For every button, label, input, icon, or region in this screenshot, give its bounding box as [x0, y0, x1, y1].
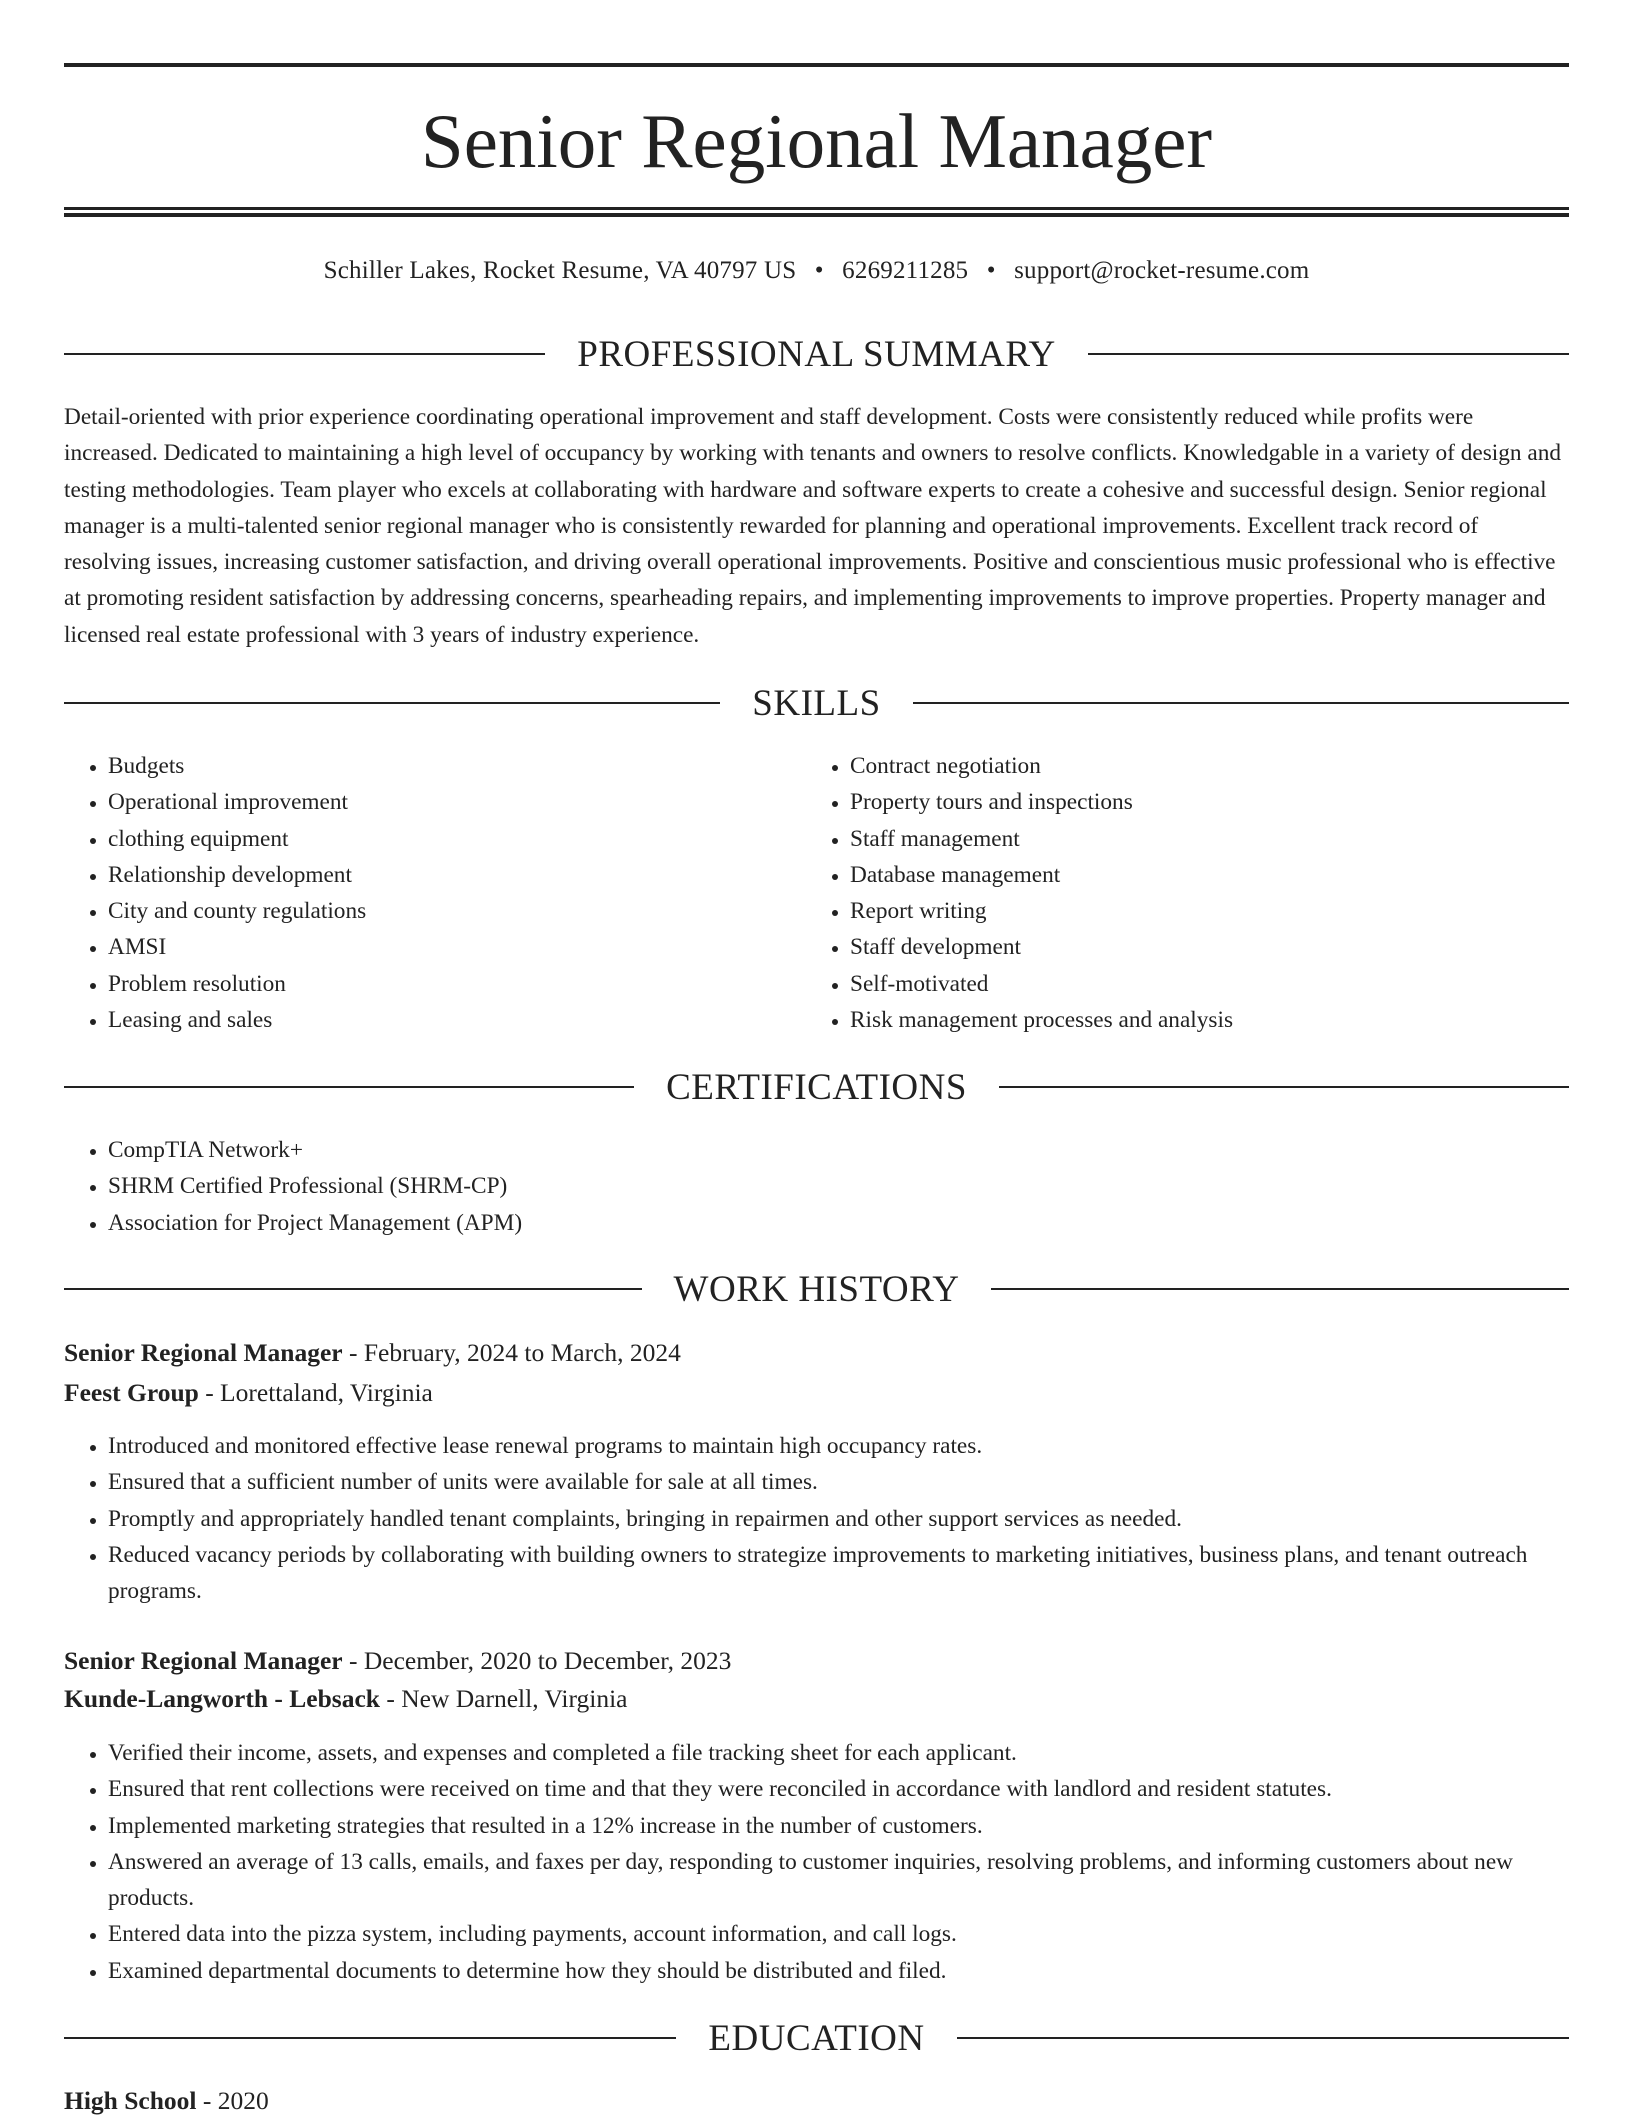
skill-item: • Property tours and inspections	[850, 784, 1566, 820]
skill-item: • Staff development	[850, 929, 1566, 965]
job-bullets	[64, 1428, 1569, 1609]
job-bullet: • Answered an average of 13 calls, emails, and faxes per day, responding to customer inquiries, resolving problems, and informing customers about new products.	[108, 1844, 1569, 1917]
education-year: - 2020	[196, 2086, 269, 2115]
contact-phone: 6269211285	[842, 257, 969, 284]
heading-rule	[957, 2037, 1569, 2039]
candidate-name: Senior Regional Manager	[420, 98, 1213, 184]
job-location: - Lorettaland, Virginia	[198, 1378, 433, 1407]
contact-email: support@rocket-resume.com	[1014, 257, 1310, 284]
skills-heading	[64, 681, 1569, 725]
job-bullet: • Implemented marketing strategies that resulted in a 12% increase in the number of customers.	[108, 1808, 1569, 1844]
certifications-heading	[64, 1065, 1569, 1109]
contact-line	[64, 255, 1569, 287]
section-title: PROFESSIONAL SUMMARY	[577, 333, 1056, 375]
job-bullet: • Reduced vacancy periods by collaborating with building owners to strategize improvements to marketing initiatives, business plans, and tenant outreach programs.	[108, 1537, 1569, 1610]
certification-item: • CompTIA Network+	[108, 1132, 1569, 1168]
heading-rule	[64, 1086, 634, 1088]
certification-item: • SHRM Certified Professional (SHRM-CP)	[108, 1168, 1569, 1204]
certifications-list	[64, 1132, 1569, 1241]
heading-rule	[1088, 353, 1569, 355]
job-bullet: • Promptly and appropriately handled tenant complaints, bringing in repairmen and other support services as needed.	[108, 1501, 1569, 1537]
job-dates: - December, 2020 to December, 2023	[342, 1646, 732, 1675]
job-company-line	[64, 1375, 1569, 1411]
job-bullet: • Ensured that a sufficient number of units were available for sale at all times.	[108, 1464, 1569, 1500]
skill-item: • Staff management	[850, 821, 1566, 857]
job-dates: - February, 2024 to March, 2024	[342, 1338, 681, 1367]
skills-column-left	[64, 748, 764, 1038]
skill-item: • Risk management processes and analysis	[850, 1002, 1566, 1038]
contact-separator: •	[814, 257, 824, 284]
job-bullet: • Examined departmental documents to determine how they should be distributed and filed.	[108, 1953, 1569, 1989]
heading-rule	[64, 2037, 676, 2039]
skill-item: • Operational improvement	[108, 784, 764, 820]
skill-item: • clothing equipment	[108, 821, 764, 857]
summary-text: Detail-oriented with prior experience coordinating operational improvement and staff development. Costs were consistently reduced while profits were increased. Dedicated to maintaining a high level of occupancy by working with tenants and owners to resolve conflicts. Knowledgable in a variety of design and testing methodologies. Team player who excels at collaborating with hardware and software experts to create a cohesive and successful design. Senior regional manager is a multi-talented senior regional manager who is consistently rewarded for planning and operational improvements. Excellent track record of resolving issues, increasing customer satisfaction, and driving overall operational improvements. Positive and conscientious music professional who is effective at promoting resident satisfaction by addressing concerns, spearheading repairs, and implementing improvements to improve properties. Property manager and licensed real estate professional with 3 years of industry experience.	[64, 404, 1562, 648]
skills-column-right	[806, 748, 1566, 1038]
skill-item: • Relationship development	[108, 857, 764, 893]
job-location: - New Darnell, Virginia	[379, 1684, 628, 1713]
top-rule	[64, 63, 1569, 67]
work-history-heading	[64, 1267, 1569, 1311]
education-school: High School	[64, 2086, 197, 2115]
skill-item: • Problem resolution	[108, 966, 764, 1002]
skill-item: • City and county regulations	[108, 893, 764, 929]
skill-item: • Self-motivated	[850, 966, 1566, 1002]
double-rule	[64, 207, 1569, 217]
section-title: CERTIFICATIONS	[666, 1066, 967, 1108]
job-bullet: • Ensured that rent collections were received on time and that they were reconciled in accordance with landlord and resident statutes.	[108, 1771, 1569, 1807]
job-company-line	[64, 1681, 1569, 1717]
skill-item: • Leasing and sales	[108, 1002, 764, 1038]
job-title-line	[64, 1335, 1569, 1371]
job-bullet: • Entered data into the pizza system, including payments, account information, and call logs.	[108, 1916, 1569, 1952]
heading-rule	[913, 702, 1569, 704]
skill-item: • Contract negotiation	[850, 748, 1566, 784]
heading-rule	[991, 1288, 1569, 1290]
section-title: SKILLS	[752, 682, 881, 724]
skill-item: • AMSI	[108, 929, 764, 965]
heading-rule	[64, 353, 545, 355]
skill-item: • Database management	[850, 857, 1566, 893]
education-line	[64, 2083, 1569, 2119]
job-company: Feest Group	[64, 1378, 199, 1407]
job-title-line	[64, 1643, 1569, 1679]
job-title: Senior Regional Manager	[64, 1338, 343, 1367]
job-bullet: • Verified their income, assets, and expenses and completed a file tracking sheet for each applicant.	[108, 1735, 1569, 1771]
job-company: Kunde-Langworth - Lebsack	[64, 1684, 380, 1713]
job-title: Senior Regional Manager	[64, 1646, 343, 1675]
section-title: EDUCATION	[708, 2017, 925, 2059]
skill-item: • Report writing	[850, 893, 1566, 929]
education-heading	[64, 2016, 1569, 2060]
job-bullet: • Introduced and monitored effective lease renewal programs to maintain high occupancy rates.	[108, 1428, 1569, 1464]
heading-rule	[64, 1288, 642, 1290]
job-bullets	[64, 1735, 1569, 1989]
heading-rule	[64, 702, 720, 704]
contact-separator: •	[986, 257, 996, 284]
contact-address: Schiller Lakes, Rocket Resume, VA 40797 US	[323, 257, 797, 284]
certification-item: • Association for Project Management (APM)	[108, 1205, 1569, 1241]
summary-heading	[64, 332, 1569, 376]
skill-item: • Budgets	[108, 748, 764, 784]
heading-rule	[999, 1086, 1569, 1088]
section-title: WORK HISTORY	[673, 1268, 960, 1310]
